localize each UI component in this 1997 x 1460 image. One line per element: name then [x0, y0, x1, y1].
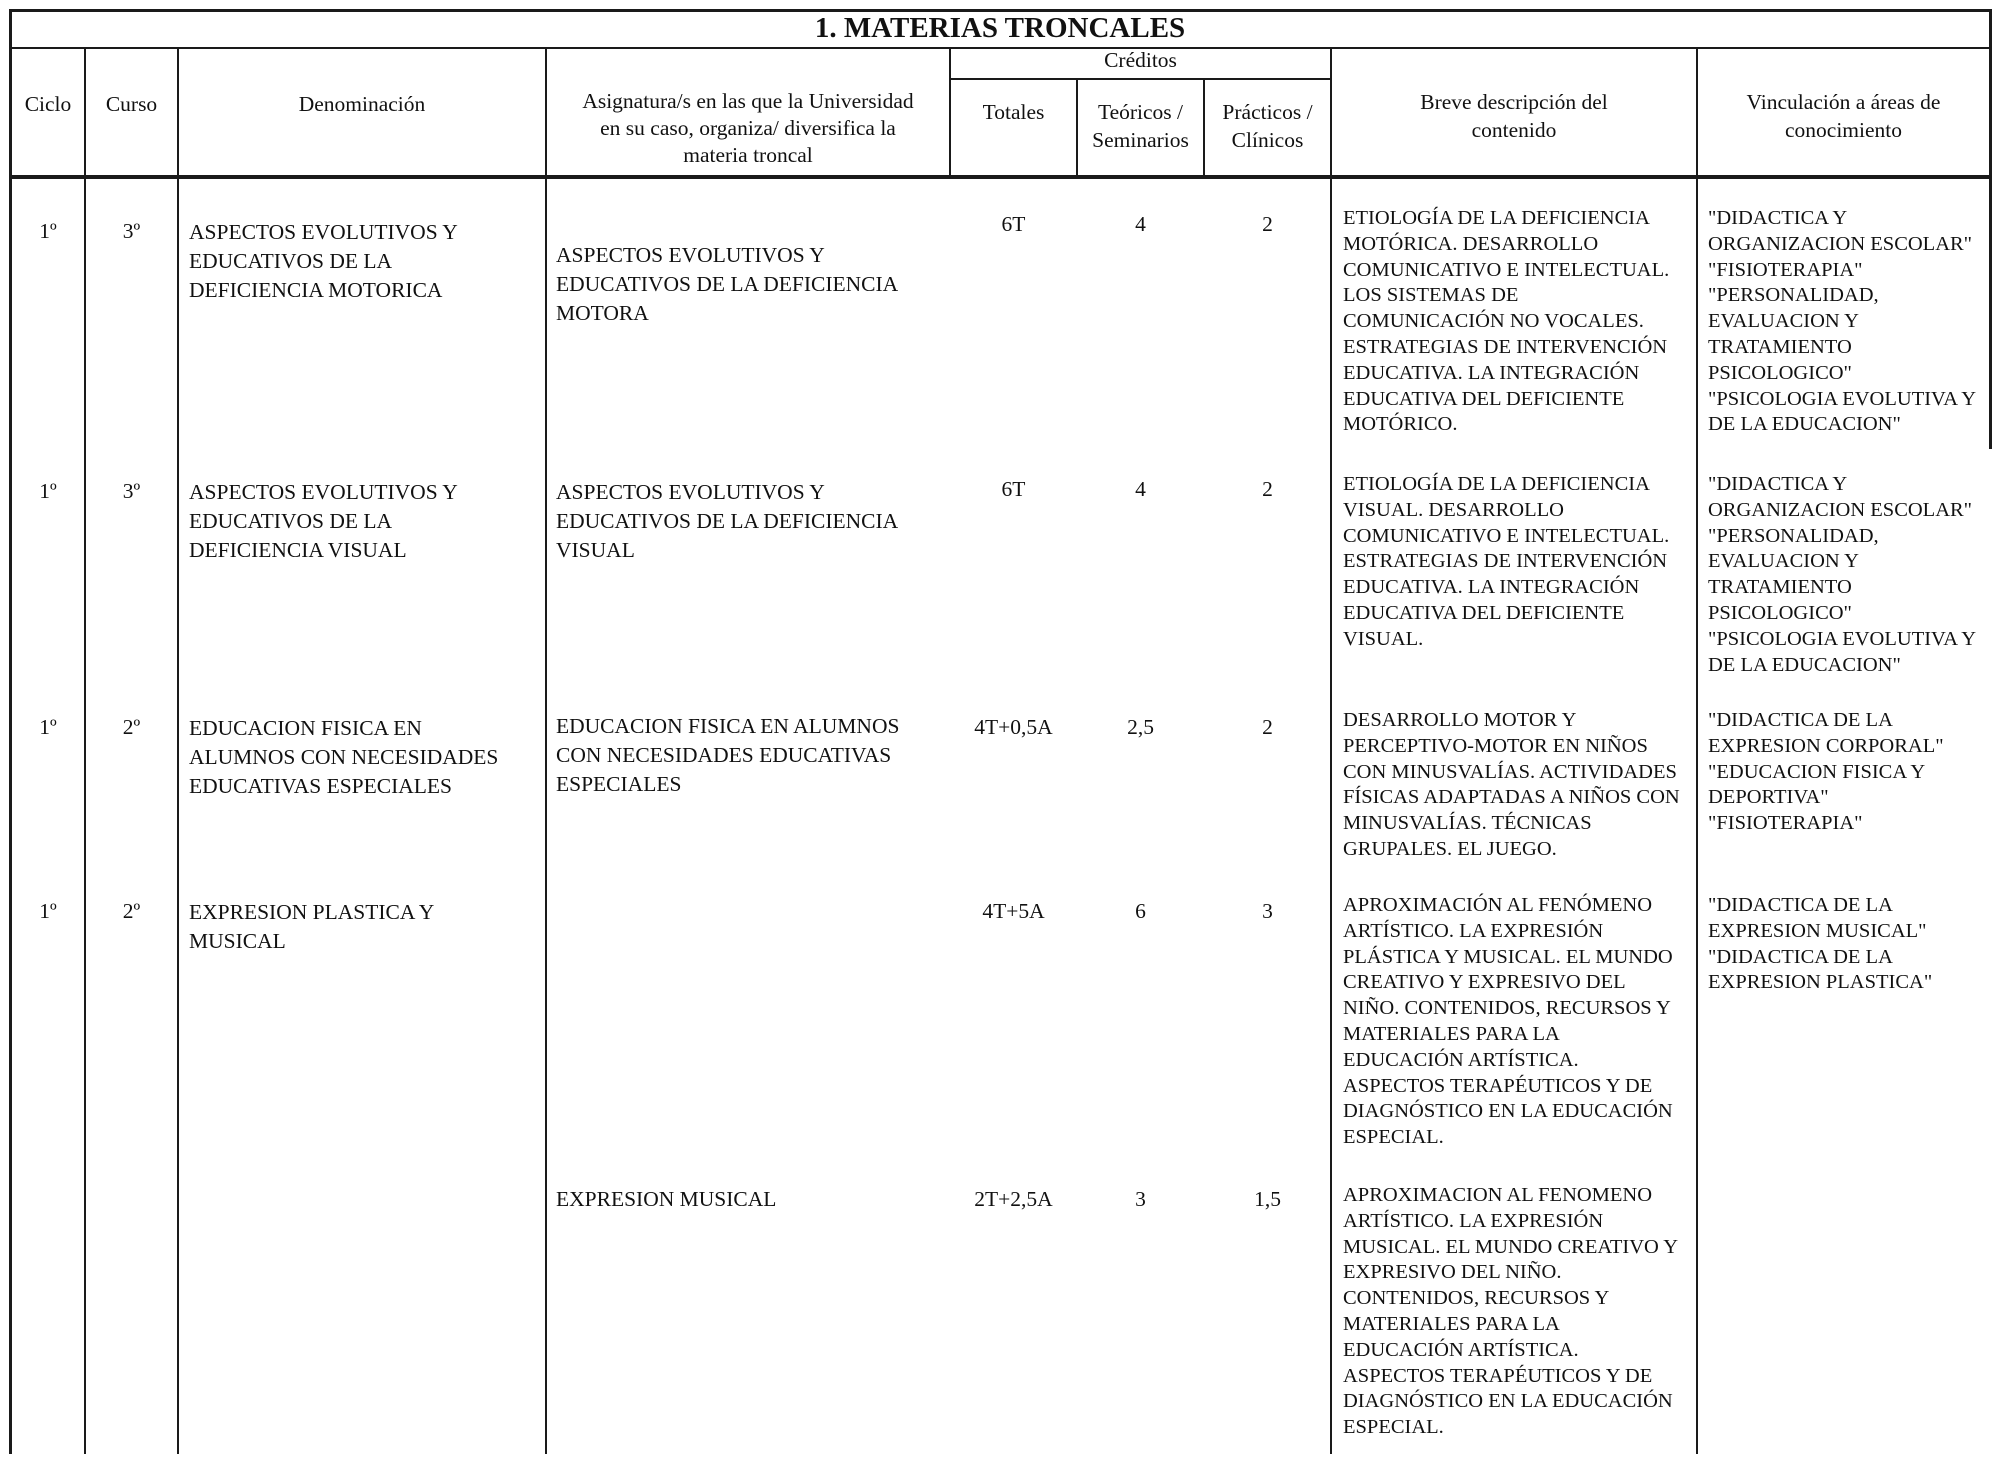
header-creditos: Créditos [1104, 48, 1177, 72]
row4-totales: 4T+5A [982, 899, 1045, 923]
col-divider-ciclo [84, 47, 86, 1454]
header-bottom [9, 175, 1992, 179]
row3-practicos: 2 [1262, 715, 1273, 739]
row4-denominacion: EXPRESION PLASTICA Y MUSICAL [189, 900, 435, 953]
row4-ciclo: 1º [39, 899, 57, 923]
row5-teoricos: 3 [1135, 1187, 1146, 1211]
row1-vinculacion: "DIDACTICA Y ORGANIZACION ESCOLAR" "FISIOTERAPIA" "PERSONALIDAD, EVALUACION Y TRATAMIENTO PSICOLOGICO" "PSICOLOGIA EVOLUTIVA Y DE LA EDUCACION" [1708, 207, 1977, 436]
row2-vinculacion: "DIDACTICA Y ORGANIZACION ESCOLAR" "PERSONALIDAD, EVALUACION Y TRATAMIENTO PSICOLOGICO" "PSICOLOGIA EVOLUTIVA Y DE LA EDUCACION" [1708, 473, 1977, 676]
row2-curso: 3º [122, 479, 141, 503]
col-divider-practicos [1330, 47, 1332, 1454]
row3-descripcion: DESARROLLO MOTOR Y PERCEPTIVO-MOTOR EN NIÑOS CON MINUSVALÍAS. ACTIVIDADES FÍSICAS ADAPTADAS A NIÑOS CON MINUSVALÍAS. TÉCNICAS GRUPALES. EL JUEGO. [1343, 709, 1680, 860]
page-title: 1. MATERIAS TRONCALES [814, 12, 1186, 44]
row5-asignatura: EXPRESION MUSICAL [556, 1187, 777, 1211]
row2-practicos: 2 [1262, 477, 1273, 501]
row3-curso: 2º [122, 715, 141, 739]
creditos-divider [949, 78, 1330, 80]
row4-vinculacion: "DIDACTICA DE LA EXPRESION MUSICAL" "DIDACTICA DE LA EXPRESION PLASTICA" [1708, 894, 1933, 994]
header-totales: Totales [982, 100, 1045, 124]
row1-totales: 6T [1001, 212, 1026, 236]
row4-curso: 2º [122, 899, 141, 923]
col-divider-denominacion [545, 47, 547, 1454]
row1-descripcion: ETIOLOGÍA DE LA DEFICIENCIA MOTÓRICA. DESARROLLO COMUNICATIVO E INTELECTUAL. LOS SISTEMAS DE COMUNICACIÓN NO VOCALES. ESTRATEGIAS DE INTERVENCIÓN EDUCATIVA. LA INTEGRACIÓN EDUCATIVA DEL DEFICIENTE MOTÓRICO. [1343, 207, 1670, 436]
header-curso: Curso [105, 92, 158, 116]
row2-totales: 6T [1001, 477, 1026, 501]
row1-denominacion: ASPECTOS EVOLUTIVOS Y EDUCATIVOS DE LA DEFICIENCIA MOTORICA [189, 220, 458, 302]
row2-ciclo: 1º [39, 479, 57, 503]
header-denominacion: Denominación [298, 92, 426, 116]
row4-teoricos: 6 [1135, 899, 1146, 923]
header-descripcion: Breve descripción del contenido [1420, 90, 1608, 142]
header-teoricos: Teóricos / Seminarios [1092, 100, 1189, 152]
row3-denominacion: EDUCACION FISICA EN ALUMNOS CON NECESIDADES EDUCATIVAS ESPECIALES [189, 716, 499, 798]
row1-curso: 3º [122, 219, 141, 243]
row5-totales: 2T+2,5A [974, 1187, 1053, 1211]
col-divider-curso [177, 47, 179, 1454]
row2-descripcion: ETIOLOGÍA DE LA DEFICIENCIA VISUAL. DESARROLLO COMUNICATIVO E INTELECTUAL. ESTRATEGIAS DE INTERVENCIÓN EDUCATIVA. LA INTEGRACIÓN EDUCATIVA DEL DEFICIENTE VISUAL. [1343, 473, 1670, 650]
row3-totales: 4T+0,5A [974, 715, 1053, 739]
row4-descripcion: APROXIMACIÓN AL FENÓMENO ARTÍSTICO. LA EXPRESIÓN PLÁSTICA Y MUSICAL. EL MUNDO CREATIVO Y EXPRESIVO DEL NIÑO. CONTENIDOS, RECURSOS Y MATERIALES PARA LA EDUCACIÓN ARTÍSTICA. ASPECTOS TERAPÉUTICOS Y DE DIAGNÓSTICO EN LA EDUCACIÓN ESPECIAL. [1343, 894, 1673, 1149]
row2-asignatura: ASPECTOS EVOLUTIVOS Y EDUCATIVOS DE LA DEFICIENCIA VISUAL [556, 480, 899, 562]
row3-teoricos: 2,5 [1127, 715, 1154, 739]
header-ciclo: Ciclo [24, 92, 72, 116]
row1-ciclo: 1º [39, 219, 57, 243]
row1-practicos: 2 [1262, 212, 1273, 236]
row5-practicos: 1,5 [1254, 1187, 1281, 1211]
header-practicos: Prácticos / Clínicos [1222, 100, 1313, 152]
row3-vinculacion: "DIDACTICA DE LA EXPRESION CORPORAL" "EDUCACION FISICA Y DEPORTIVA" "FISIOTERAPIA" [1708, 709, 1944, 835]
row2-teoricos: 4 [1135, 477, 1146, 501]
row2-denominacion: ASPECTOS EVOLUTIVOS Y EDUCATIVOS DE LA DEFICIENCIA VISUAL [189, 480, 458, 562]
row1-teoricos: 4 [1135, 212, 1146, 236]
row3-ciclo: 1º [39, 715, 57, 739]
header-asignatura: Asignatura/s en las que la Universidad en su caso, organiza/ diversifica la materia troncal [582, 89, 914, 167]
row1-asignatura: ASPECTOS EVOLUTIVOS Y EDUCATIVOS DE LA DEFICIENCIA MOTORA [556, 243, 899, 325]
row3-asignatura: EDUCACION FISICA EN ALUMNOS CON NECESIDADES EDUCATIVAS ESPECIALES [556, 714, 900, 796]
row4-practicos: 3 [1262, 899, 1273, 923]
header-vinculacion: Vinculación a áreas de conocimiento [1746, 90, 1941, 142]
row5-descripcion: APROXIMACION AL FENOMENO ARTÍSTICO. LA EXPRESIÓN MUSICAL. EL MUNDO CREATIVO Y EXPRESIVO DEL NIÑO. CONTENIDOS, RECURSOS Y MATERIALES PARA LA EDUCACIÓN ARTÍSTICA. ASPECTOS TERAPÉUTICOS Y DE DIAGNÓSTICO EN LA EDUCACIÓN ESPECIAL. [1343, 1184, 1679, 1439]
